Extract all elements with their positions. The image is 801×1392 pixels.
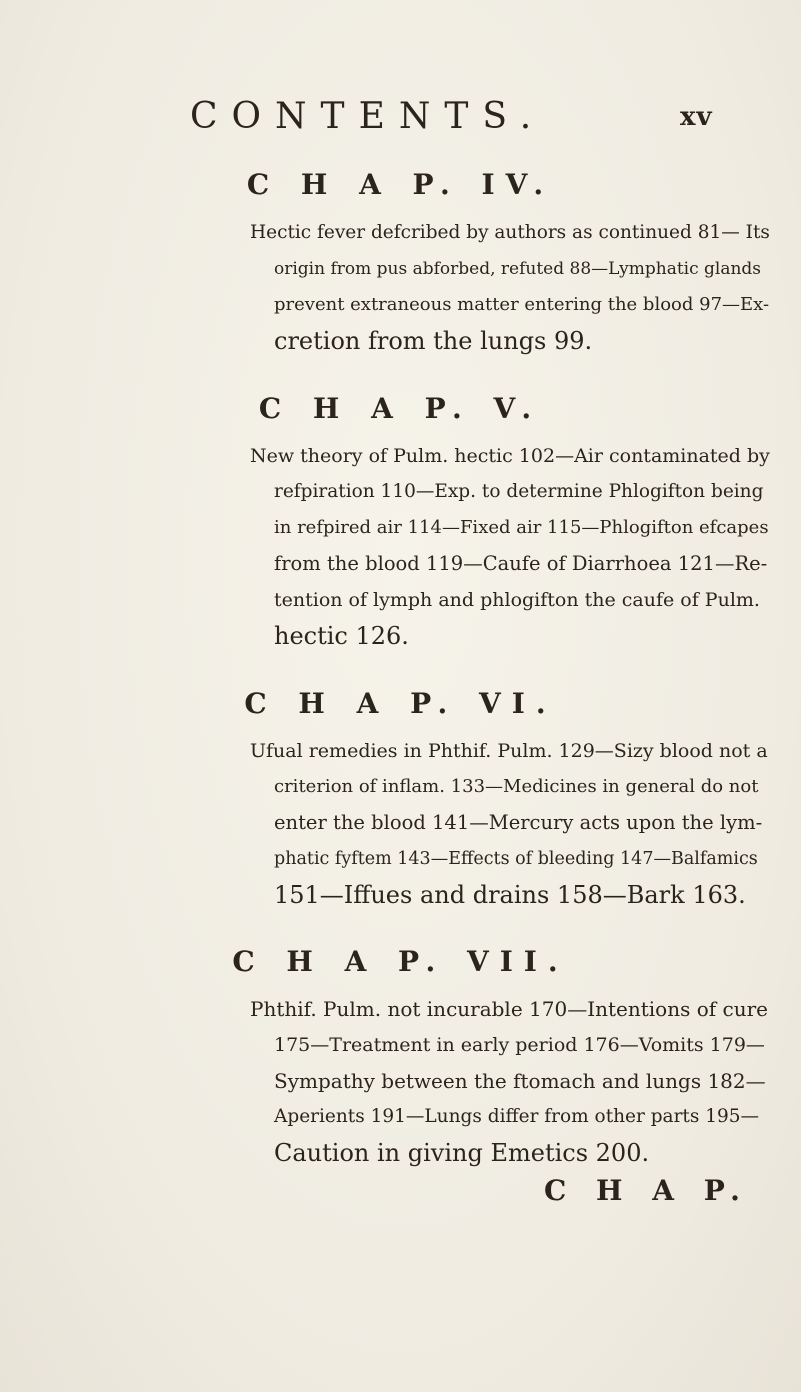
chapter-heading-vii: C H A P. VII. (232, 945, 569, 978)
contents-line: Sympathy between the ftomach and lungs 182— (274, 1069, 766, 1093)
contents-line: Caution in giving Emetics 200. (274, 1139, 650, 1167)
contents-line: criterion of inflam. 133—Medicines in general do not (274, 776, 759, 797)
contents-line: Hectic fever defcribed by authors as continued 81— Its (250, 222, 770, 243)
contents-line: Ufual remedies in Phthif. Pulm. 129—Sizy blood not a (250, 740, 768, 762)
contents-line: tention of lymph and phlogifton the caufe of Pulm. (274, 589, 760, 611)
running-head (0, 96, 801, 146)
contents-line: 151—Iffues and drains 158—Bark 163. (274, 881, 746, 909)
contents-line: New theory of Pulm. hectic 102—Air contaminated by (250, 445, 770, 467)
contents-line: Aperients 191—Lungs differ from other parts 195— (274, 1106, 760, 1127)
contents-line: origin from pus abforbed, refuted 88—Lymphatic glands (274, 259, 762, 279)
contents-line: phatic fyftem 143—Effects of bleeding 147—Balfamics (274, 849, 758, 869)
chapter-heading-vi: C H A P. VI. (244, 687, 557, 720)
contents-line: Phthif. Pulm. not incurable 170—Intentions of cure (250, 997, 768, 1021)
page-number: xv (680, 102, 713, 132)
contents-line: refpiration 110—Exp. to determine Phlogifton being (274, 481, 764, 502)
running-title: CONTENTS. (190, 96, 546, 137)
contents-line: enter the blood 141—Mercury acts upon the lym- (274, 811, 763, 834)
chapter-heading-v: C H A P. V. (258, 392, 543, 425)
catchword: C H A P. (544, 1174, 750, 1207)
contents-line: in refpired air 114—Fixed air 115—Phlogifton efcapes (274, 517, 769, 538)
contents-line: cretion from the lungs 99. (274, 327, 593, 355)
contents-line: prevent extraneous matter entering the blood 97—Ex- (274, 294, 770, 315)
contents-line: 175—Treatment in early period 176—Vomits 179— (274, 1034, 765, 1056)
contents-line: hectic 126. (274, 622, 409, 650)
chapter-heading-iv: C H A P. IV. (246, 168, 555, 201)
contents-line: from the blood 119—Caufe of Diarrhoea 121—Re- (274, 552, 768, 575)
